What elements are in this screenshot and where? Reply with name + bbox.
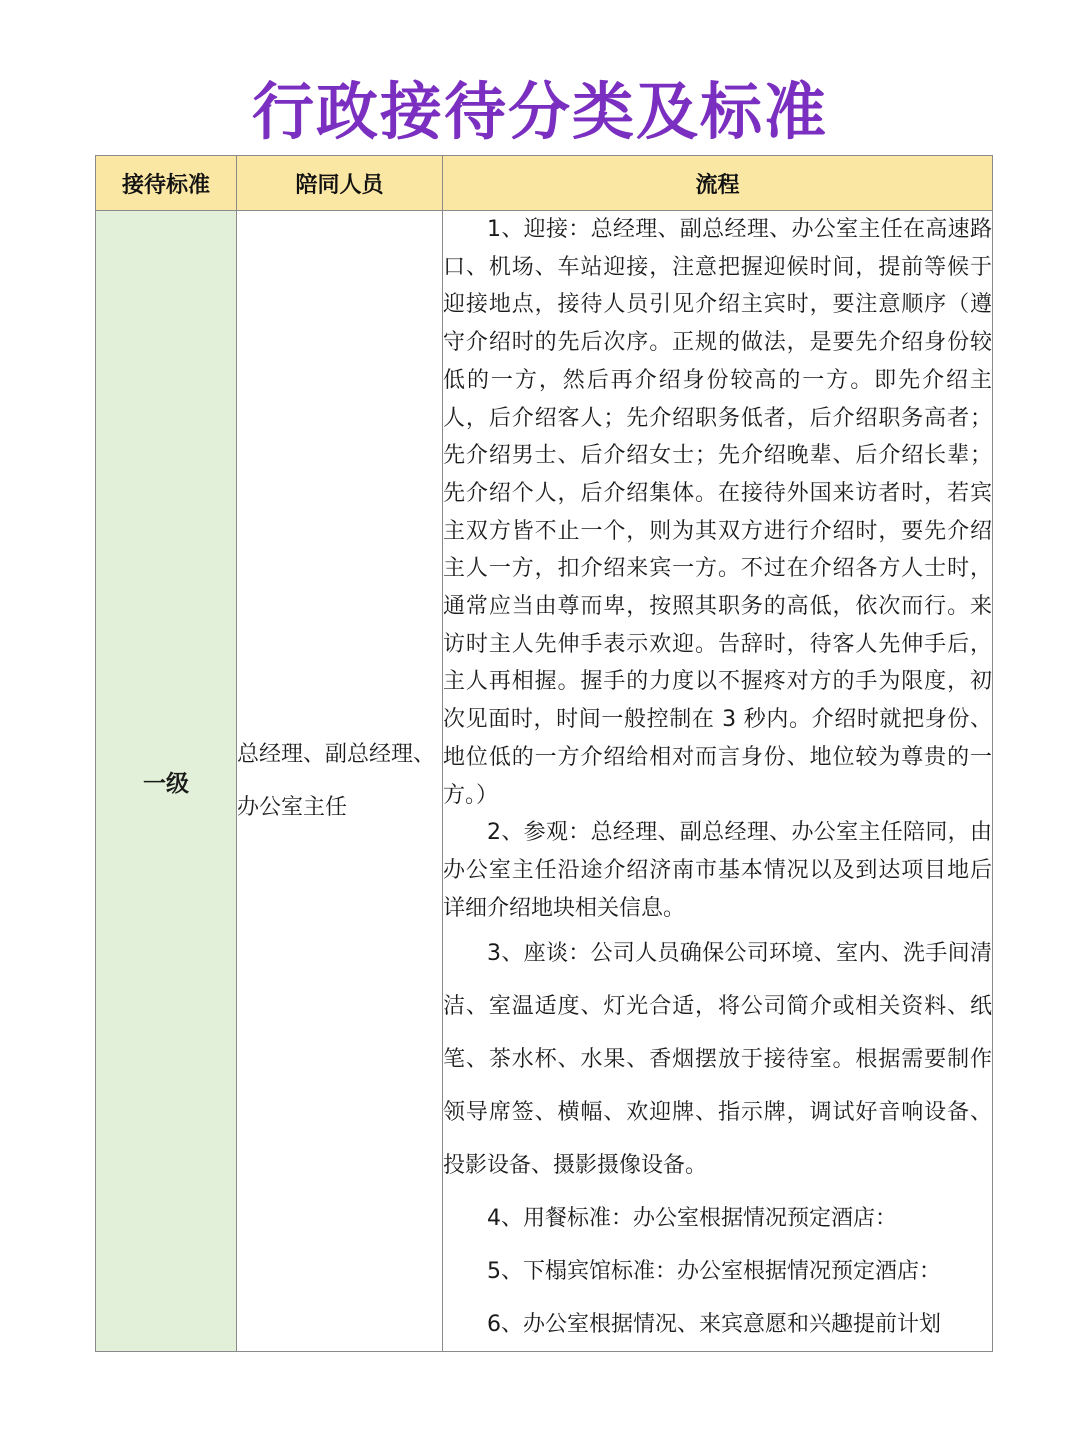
staff-cell: 总经理、副总经理、办公室主任 — [237, 211, 443, 1352]
process-step-4: 4、用餐标准：办公室根据情况预定酒店： — [487, 1206, 897, 1232]
process-step-3: 3、座谈：公司人员确保公司环境、室内、洗手间清洁、室温适度、灯光合适，将公司简介或相关资料、纸笔、茶水杯、水果、香烟摆放于接待室。根据需要制作领导席签、横幅、欢迎牌、指示牌，调试好音响设备、投影设备、摄影摄像设备。 — [443, 941, 992, 1179]
process-cell — [443, 211, 993, 1352]
process-step-2: 2、参观：总经理、副总经理、办公室主任陪同，由办公室主任沿途介绍济南市基本情况以及到达项目地后详细介绍地块相关信息。 — [443, 820, 992, 921]
process-step-6: 6、办公室根据情况、来宾意愿和兴趣提前计划 — [487, 1312, 941, 1338]
table-row — [96, 211, 993, 1352]
header-accompanying-staff: 陪同人员 — [237, 156, 443, 211]
page-title: 行政接待分类及标准 — [251, 75, 828, 148]
reception-standards-table — [95, 155, 993, 1352]
header-process: 流程 — [443, 156, 993, 211]
level-cell: 一级 — [96, 211, 237, 1352]
process-step-1: 1、迎接：总经理、副总经理、办公室主任在高速路口、机场、车站迎接，注意把握迎候时间，提前等候于迎接地点，接待人员引见介绍主宾时，要注意顺序（遵守介绍时的先后次序。正规的做法，是要先介绍身份较低的一方，然后再介绍身份较高的一方。即先介绍主人，后介绍客人；先介绍职务低者，后介绍职务高者；先介绍男士、后介绍女士；先介绍晚辈、后介绍长辈；先介绍个人，后介绍集体。在接待外国来访者时，若宾主双方皆不止一个，则为其双方进行介绍时，要先介绍主人一方，扣介绍来宾一方。不过在介绍各方人士时，通常应当由尊而卑，按照其职务的高低，依次而行。来访时主人先伸手表示欢迎。告辞时，待客人先伸手后，主人再相握。握手的力度以不握疼对方的手为限度，初次见面时，时间一般控制在 3 秒内。介绍时就把身份、地位低的一方介绍给相对而言身份、地位较为尊贵的一方。） — [443, 217, 992, 808]
process-step-5: 5、下榻宾馆标准：办公室根据情况预定酒店： — [487, 1259, 941, 1285]
header-reception-standard: 接待标准 — [96, 156, 237, 211]
table-header-row — [96, 156, 993, 211]
